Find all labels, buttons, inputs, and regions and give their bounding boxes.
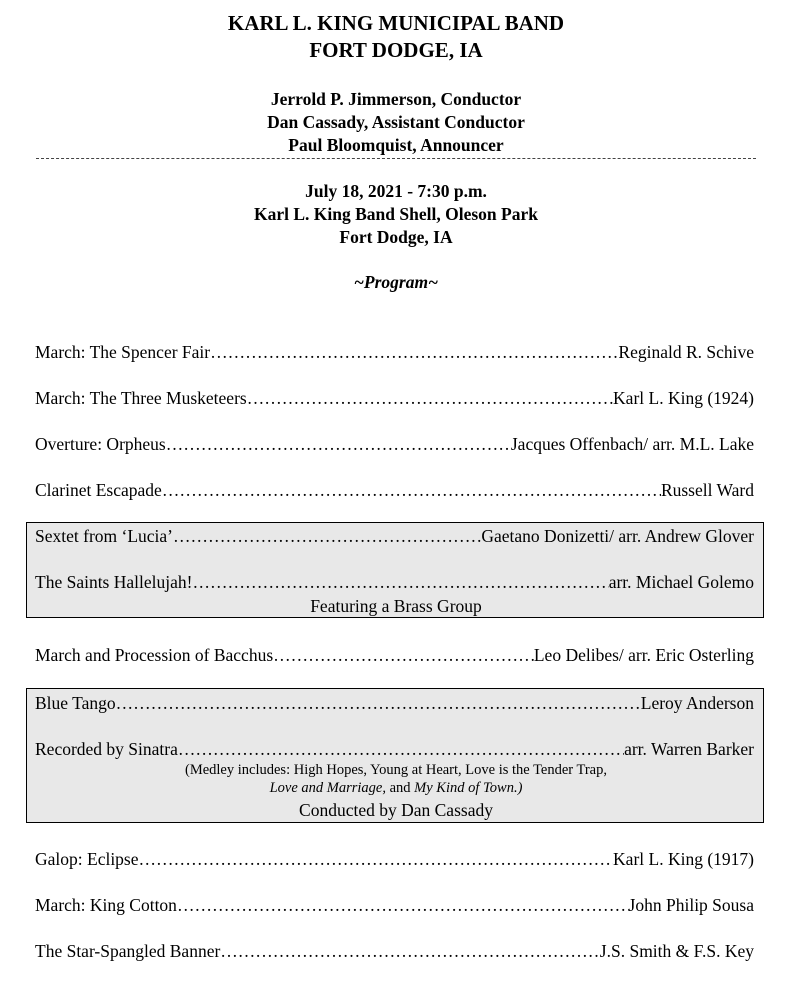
program-heading: ~Program~: [353, 272, 439, 292]
box-caption: Conducted by Dan Cassady: [299, 800, 493, 820]
piece-title: March and Procession of Bacchus: [35, 645, 274, 665]
program-item: [35, 848, 754, 870]
piece-composer: John Philip Sousa: [628, 895, 754, 915]
piece-title: Galop: Eclipse: [35, 849, 139, 869]
piece-title: Blue Tango: [35, 693, 116, 713]
program-item: [35, 692, 754, 714]
program-item: [35, 387, 754, 409]
medley-note: [0, 779, 792, 797]
program-item: [35, 894, 754, 916]
dot-leader: [247, 387, 613, 409]
medley-note: (Medley includes: High Hopes, Young at Heart, Love is the Tender Trap,: [185, 762, 607, 778]
piece-composer: Leo Delibes/ arr. Eric Osterling: [533, 645, 754, 665]
piece-composer: Russell Ward: [660, 480, 754, 500]
program-item: [35, 433, 754, 455]
dot-leader: [220, 940, 600, 962]
piece-composer: Leroy Anderson: [640, 693, 754, 713]
staff-assistant-conductor: Dan Cassady, Assistant Conductor: [267, 112, 525, 132]
program-item: [35, 571, 754, 593]
box-caption: Featuring a Brass Group: [310, 596, 482, 616]
event-city: Fort Dodge, IA: [339, 227, 453, 247]
dot-leader: [166, 433, 511, 455]
piece-composer: arr. Michael Golemo: [608, 572, 754, 592]
dot-leader: [162, 479, 661, 501]
dot-leader: [177, 894, 629, 916]
divider: [36, 158, 756, 159]
dot-leader: [210, 341, 618, 363]
dot-leader: [139, 848, 614, 870]
event-venue: Karl L. King Band Shell, Oleson Park: [254, 204, 538, 224]
piece-composer: Karl L. King (1917): [613, 849, 754, 869]
staff-list: [0, 88, 792, 157]
piece-title: Clarinet Escapade: [35, 480, 162, 500]
medley-text: and: [385, 780, 415, 796]
dot-leader: [192, 571, 608, 593]
dot-leader: [173, 525, 481, 547]
dot-leader: [116, 692, 641, 714]
piece-composer: Reginald R. Schive: [618, 342, 754, 362]
piece-title: March: The Spencer Fair: [35, 342, 211, 362]
piece-title: Sextet from ‘Lucia’: [35, 526, 174, 546]
piece-title: Overture: Orpheus: [35, 434, 166, 454]
medley-song: My Kind of Town.): [414, 780, 523, 796]
program-item: [35, 341, 754, 363]
piece-composer: J.S. Smith & F.S. Key: [599, 941, 754, 961]
program-item: [35, 940, 754, 962]
piece-title: The Saints Hallelujah!: [35, 572, 193, 592]
piece-composer: Karl L. King (1924): [613, 388, 754, 408]
program-item: [35, 738, 754, 760]
event-date: July 18, 2021 - 7:30 p.m.: [305, 181, 487, 201]
piece-composer: arr. Warren Barker: [624, 739, 754, 759]
program-item: [35, 644, 754, 666]
piece-composer: Gaetano Donizetti/ arr. Andrew Glover: [481, 526, 754, 546]
program-item: [35, 479, 754, 501]
title-line: KARL L. KING MUNICIPAL BAND: [227, 11, 565, 35]
band-title: [0, 10, 792, 64]
title-line: FORT DODGE, IA: [309, 38, 483, 62]
piece-title: Recorded by Sinatra: [35, 739, 178, 759]
staff-conductor: Jerrold P. Jimmerson, Conductor: [270, 89, 522, 109]
staff-announcer: Paul Bloomquist, Announcer: [288, 135, 504, 155]
piece-title: March: King Cotton: [35, 895, 177, 915]
piece-title: The Star-Spangled Banner: [35, 941, 221, 961]
program-item: [35, 525, 754, 547]
dot-leader: [178, 738, 624, 760]
dot-leader: [273, 644, 534, 666]
event-info: [0, 180, 792, 249]
piece-composer: Jacques Offenbach/ arr. M.L. Lake: [510, 434, 754, 454]
medley-song: Love and Marriage,: [269, 780, 386, 796]
piece-title: March: The Three Musketeers: [35, 388, 247, 408]
